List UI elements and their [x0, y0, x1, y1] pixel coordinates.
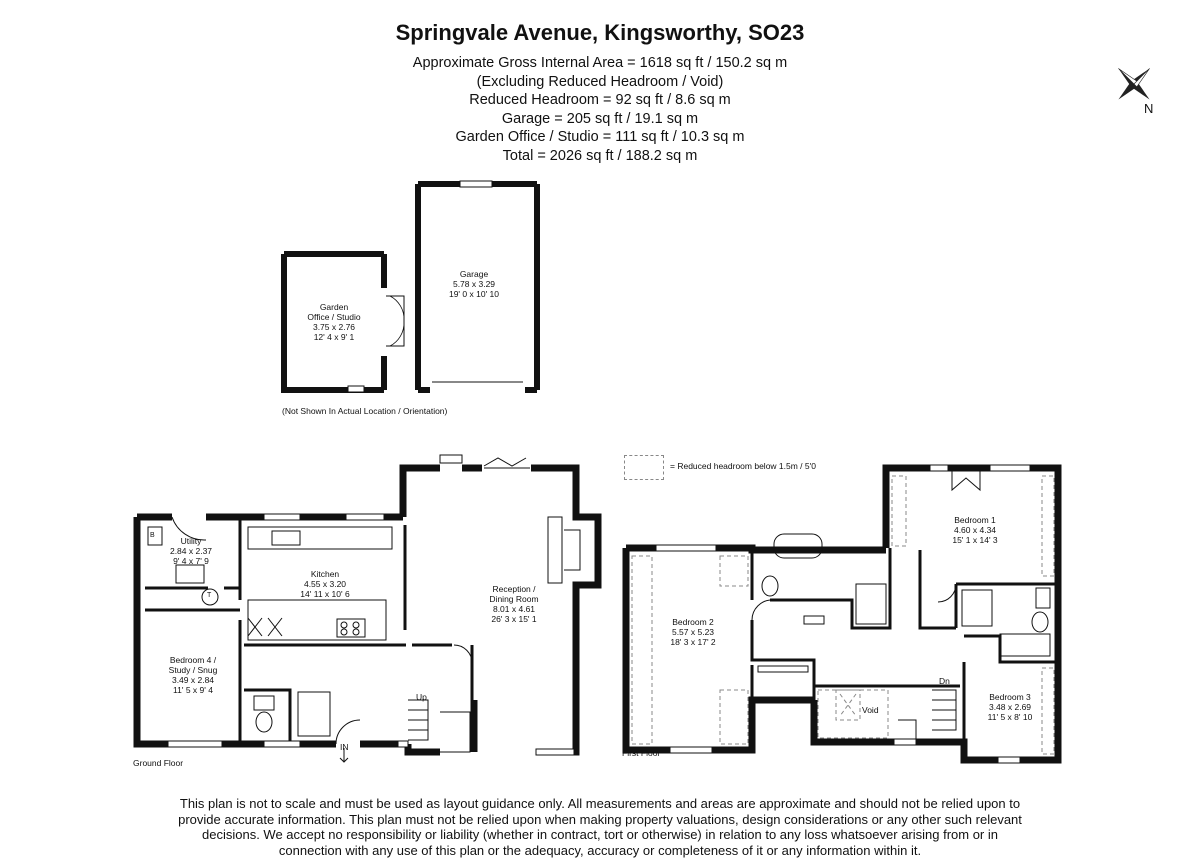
plan-title: Springvale Avenue, Kingsworthy, SO23 [395, 20, 805, 45]
garden-office-label [307, 302, 360, 342]
kitchen-name: Kitchen [310, 569, 340, 579]
garden-office-name-2: Office / Studio [307, 312, 361, 322]
area-line-garden-office: Garden Office / Studio = 111 sq ft / 10.3 sq m [455, 129, 745, 145]
reduced-headroom-legend-swatch [624, 455, 664, 480]
reception-imperial: 26' 3 x 15' 1 [491, 614, 537, 624]
ground-floor-label: Ground Floor [133, 758, 184, 768]
bedroom4-imperial: 11' 5 x 9' 4 [173, 685, 213, 695]
garden-office-imperial: 12' 4 x 9' 1 [313, 332, 355, 342]
bedroom2-name: Bedroom 2 [672, 617, 714, 627]
garage-name: Garage [459, 269, 489, 279]
reception-name-2: Dining Room [489, 594, 539, 604]
bedroom1-imperial: 15' 1 x 14' 3 [952, 535, 998, 545]
outbuildings-note: (Not Shown In Actual Location / Orientation) [282, 406, 448, 416]
utility-label [170, 536, 212, 566]
disclaimer [150, 796, 1050, 858]
bedroom3-imperial: 11' 5 x 8' 10 [987, 712, 1033, 722]
bedroom2-imperial: 18' 3 x 17' 2 [670, 637, 716, 647]
boiler-marker: B [150, 532, 155, 539]
reduced-headroom-legend-text: = Reduced headroom below 1.5m / 5'0 [670, 461, 816, 471]
utility-imperial: 9' 4 x 7' 9 [173, 556, 209, 566]
bedroom4-label [169, 655, 218, 695]
bedroom2-metric: 5.57 x 5.23 [671, 627, 715, 637]
garage-imperial: 19' 0 x 10' 10 [448, 289, 500, 299]
disclaimer-line-4: connection with any use of this plan or the adequacy, accuracy or completeness of it or any information within it. [278, 842, 922, 858]
disclaimer-line-1: This plan is not to scale and must be used as layout guidance only. All measurements and areas are approximate and should not be relied upon to [179, 796, 1021, 811]
bedroom3-label [988, 692, 1033, 722]
reception-metric: 8.01 x 4.61 [492, 604, 536, 614]
disclaimer-line-2: provide accurate information. This plan must not be relied upon when making property valuations, design considerations or any other such relevant [178, 811, 1022, 827]
void-label: Void [862, 705, 879, 715]
bedroom1-metric: 4.60 x 4.34 [953, 525, 997, 535]
utility-name: Utility [180, 536, 202, 546]
north-label: N [1144, 101, 1154, 116]
kitchen-label [300, 569, 349, 599]
stairs-up-marker: Up [416, 692, 427, 702]
bedroom4-name-1: Bedroom 4 / [169, 655, 217, 665]
tank-marker: T [207, 592, 212, 599]
bedroom3-name: Bedroom 3 [989, 692, 1031, 702]
bedroom4-metric: 3.49 x 2.84 [171, 675, 215, 685]
reception-name-1: Reception / [492, 584, 536, 594]
garden-office-metric: 3.75 x 2.76 [312, 322, 356, 332]
kitchen-metric: 4.55 x 3.20 [303, 579, 347, 589]
disclaimer-line-3: decisions. We accept no responsibility or liability (whether in contract, tort or otherwise) in relation to any loss whatsoever arising from or in [202, 827, 998, 842]
bedroom4-name-2: Study / Snug [168, 665, 218, 675]
garage-label [449, 269, 499, 299]
kitchen-imperial: 14' 11 x 10' 6 [300, 589, 350, 599]
bedroom1-label [952, 515, 997, 545]
bedroom2-label [670, 617, 715, 647]
area-line-gia: Approximate Gross Internal Area = 1618 sq ft / 150.2 sq m [412, 55, 788, 71]
bedroom1-name: Bedroom 1 [954, 515, 996, 525]
area-line-exclusion: (Excluding Reduced Headroom / Void) [476, 73, 724, 90]
bedroom3-metric: 3.48 x 2.69 [988, 702, 1032, 712]
utility-metric: 2.84 x 2.37 [169, 546, 213, 556]
garage-metric: 5.78 x 3.29 [452, 279, 496, 289]
area-line-garage: Garage = 205 sq ft / 19.1 sq m [501, 110, 699, 127]
garden-office-name-1: Garden [319, 302, 349, 312]
area-line-total: Total = 2026 sq ft / 188.2 sq m [502, 147, 698, 164]
reception-label [489, 584, 538, 624]
entrance-marker: IN [340, 742, 349, 752]
stairs-down-marker: Dn [939, 676, 950, 686]
first-floor-label: First Floor [622, 748, 661, 758]
area-line-reduced-headroom: Reduced Headroom = 92 sq ft / 8.6 sq m [469, 92, 731, 108]
